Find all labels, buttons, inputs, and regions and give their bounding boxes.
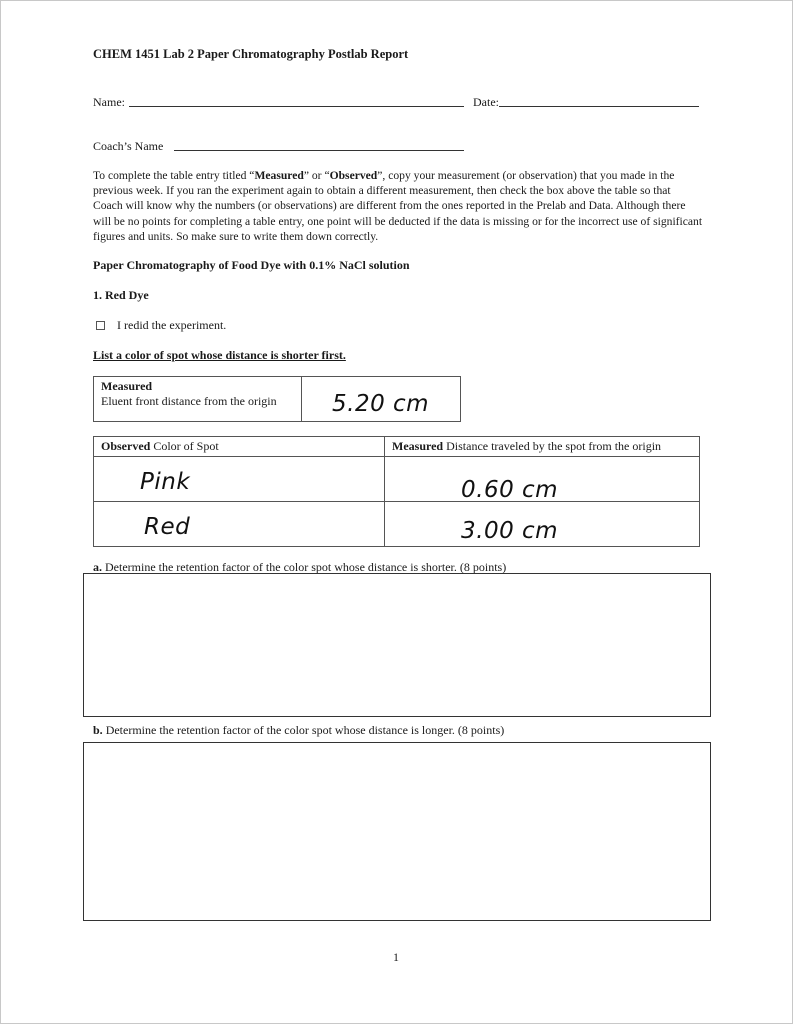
table-row <box>94 457 700 502</box>
name-field[interactable] <box>129 94 464 107</box>
eluent-table <box>93 376 461 422</box>
spot-color: Pink <box>140 469 191 495</box>
eluent-label-cell <box>94 377 302 422</box>
spot-color: Red <box>144 514 191 540</box>
list-instruction: List a color of spot whose distance is shorter first. <box>93 348 346 362</box>
spots-table <box>93 436 700 547</box>
eluent-value-cell[interactable] <box>302 377 461 422</box>
coach-name-field[interactable] <box>174 138 464 151</box>
spot-distance: 0.60 cm <box>461 477 559 503</box>
page-number: 1 <box>393 950 399 964</box>
question-a: a. Determine the retention factor of the color spot whose distance is shorter. (8 points) <box>93 560 507 574</box>
date-field[interactable] <box>499 94 699 107</box>
redid-experiment-row <box>96 318 226 333</box>
item-heading: 1. Red Dye <box>93 288 149 302</box>
distance-cell[interactable] <box>385 502 700 547</box>
eluent-row-label: Eluent front distance from the origin <box>101 394 277 408</box>
distance-cell[interactable] <box>385 457 700 502</box>
answer-a-box[interactable] <box>83 573 711 717</box>
measured-term: Measured <box>254 169 304 182</box>
page-title: CHEM 1451 Lab 2 Paper Chromatography Postlab Report <box>93 47 409 61</box>
table-row <box>94 502 700 547</box>
redid-experiment-label: I redid the experiment. <box>117 318 227 332</box>
distance-column-header: Measured Distance traveled by the spot from the origin <box>385 437 700 457</box>
color-cell[interactable] <box>94 502 385 547</box>
measured-label: Measured <box>101 379 153 393</box>
observed-term: Observed <box>329 169 378 182</box>
section-heading: Paper Chromatography of Food Dye with 0.1% NaCl solution <box>93 258 410 272</box>
color-cell[interactable] <box>94 457 385 502</box>
date-label: Date: <box>473 95 499 109</box>
eluent-value: 5.20 cm <box>332 391 430 417</box>
answer-b-box[interactable] <box>83 742 711 921</box>
coach-name-label: Coach’s Name <box>93 139 164 153</box>
name-label: Name: <box>93 95 125 109</box>
redid-experiment-checkbox[interactable] <box>96 321 105 330</box>
color-column-header: Observed Color of Spot <box>94 437 385 457</box>
instructions-paragraph: To complete the table entry titled “Measured” or “Observed”, copy your measurement (or observation) that you made in the previous week. If you ran the experiment again to obtain a different measurement, then check the box above the table so that Coach will know why the numbers (or observations) are different from the ones reported in the Prelab and Data. Although there will be no points for completing a table entry, one point will be deducted if the data is missing or for the incorrect use of significant figures and units. So make sure to write them down correctly. <box>93 169 703 243</box>
question-b: b. Determine the retention factor of the color spot whose distance is longer. (8 points) <box>93 723 505 737</box>
spot-distance: 3.00 cm <box>461 518 559 544</box>
